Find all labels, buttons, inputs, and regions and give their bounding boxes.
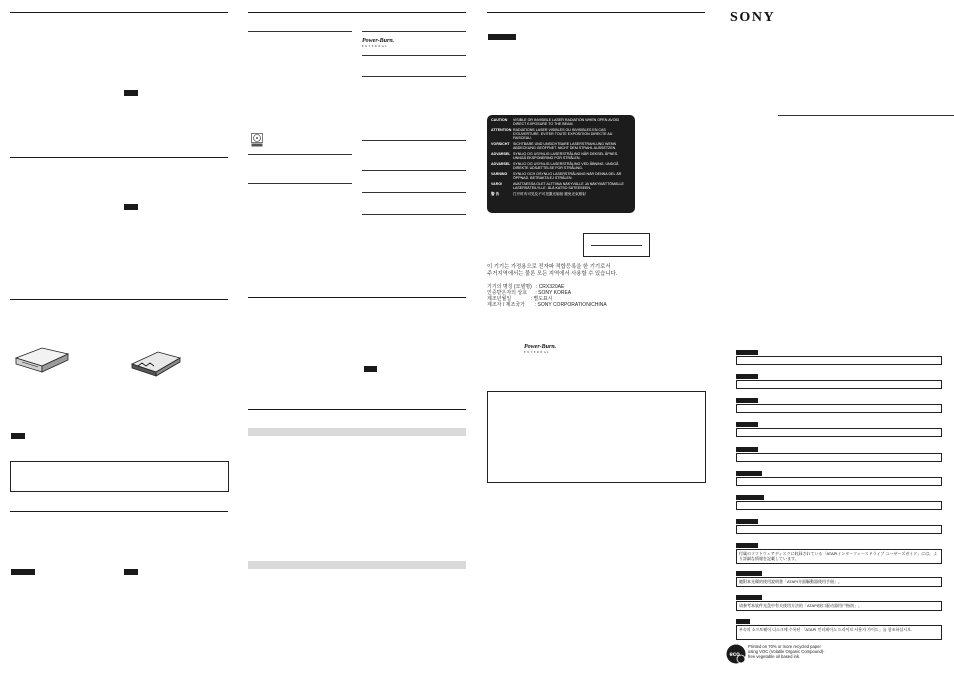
subsection-rule bbox=[362, 192, 466, 193]
svg-text:eco: eco bbox=[729, 652, 740, 658]
product-logo-sub: EXTERNAL bbox=[362, 45, 389, 48]
product-logo-name: Power-Burn. bbox=[524, 344, 557, 350]
language-box bbox=[736, 380, 942, 389]
caution-text: RADIATIONS LASER VISIBLES OU INVISIBLES EN CAS D'OUVERTURE. EVITER TOUTE EXPOSITION DIRECTE AU FAISCEAU. bbox=[513, 128, 613, 141]
note-tag bbox=[364, 366, 377, 372]
language-box bbox=[736, 453, 942, 462]
language-row bbox=[736, 543, 942, 564]
heading-bar bbox=[248, 561, 466, 569]
notice-box bbox=[487, 391, 706, 483]
language-box bbox=[736, 404, 942, 413]
language-box bbox=[736, 525, 942, 534]
caution-word: CAUTION bbox=[491, 118, 508, 122]
language-row bbox=[736, 595, 942, 611]
title-rule bbox=[778, 115, 954, 116]
language-row bbox=[736, 519, 942, 534]
section-rule bbox=[248, 12, 466, 13]
subsection-rule bbox=[362, 76, 466, 77]
caution-row bbox=[491, 128, 631, 141]
drive-illustration bbox=[12, 340, 72, 376]
eco-note-line: using VOC (Volatile Organic Compound)- bbox=[748, 649, 825, 654]
eco-note-line: free vegetable oil based ink. bbox=[748, 654, 801, 659]
drive-side-illustration bbox=[128, 344, 184, 378]
korean-spec-line: 제조자 / 제조국가 : SONY CORPORATION/CHINA bbox=[487, 302, 607, 308]
sony-logo: SONY bbox=[730, 10, 776, 25]
subsection-rule bbox=[362, 140, 466, 141]
language-tag bbox=[736, 374, 758, 379]
language-row bbox=[736, 422, 942, 437]
subsection-rule bbox=[248, 183, 352, 184]
language-box: 付属のソフトウェアディスクに収録されている「ATAPIインターフェースドライブ ユーザーズガイド」には、より詳細な情報を記載しています。 bbox=[736, 549, 942, 564]
caution-word: 警 告 bbox=[491, 192, 500, 197]
language-box bbox=[736, 477, 942, 486]
language-row bbox=[736, 495, 942, 510]
subsection-rule bbox=[362, 170, 466, 171]
language-row bbox=[736, 447, 942, 462]
caution-text: SICHTBARE UND UNSICHTBARE LASERSTRAHLUNG WENN ABDECKUNG GEÖFFNET. NICHT DEM STRAHL AUSSETZEN. bbox=[513, 142, 617, 151]
section-rule bbox=[10, 157, 228, 158]
caution-word: ADVARSEL bbox=[491, 152, 511, 157]
section-rule bbox=[10, 511, 228, 512]
language-tag bbox=[736, 595, 762, 600]
language-row bbox=[736, 571, 942, 587]
caution-row bbox=[491, 192, 631, 196]
language-tag bbox=[736, 422, 758, 427]
subsection-rule bbox=[362, 31, 466, 32]
heading-bar bbox=[248, 428, 466, 436]
label-rule bbox=[591, 245, 642, 246]
section-rule bbox=[10, 12, 228, 13]
caution-text: SYNLIG OCH OSYNLIG LASERSTRÅLNING NÄR DENNA DEL ÄR ÖPPNAD. BETRAKTA EJ STRÅLEN. bbox=[513, 172, 622, 181]
compact-disc-icon bbox=[251, 133, 263, 147]
note-tag bbox=[124, 204, 138, 210]
section-rule bbox=[248, 409, 466, 410]
caution-word: VARNING bbox=[491, 172, 508, 177]
korean-spec-line: 제조년월일 : 별도표시 bbox=[487, 296, 553, 302]
language-tag bbox=[736, 495, 764, 500]
language-row bbox=[736, 471, 942, 486]
caution-text: AVATTAESSA OLET ALTTIINA NÄKYVÄLLE JA NÄKYMÄTTÖMÄLLE LASERSÄTEILYLLE. ÄLÄ KATSO SÄTEESEEN. bbox=[513, 182, 624, 191]
note-tag bbox=[124, 569, 138, 575]
note-tag bbox=[11, 569, 35, 575]
eco-recycle-icon bbox=[726, 644, 746, 664]
caution-word: VORSICHT bbox=[491, 142, 510, 147]
product-logo-name: Power-Burn. bbox=[362, 38, 395, 44]
language-tag bbox=[736, 447, 758, 452]
caution-word: VARO! bbox=[491, 182, 503, 187]
language-tag bbox=[736, 350, 758, 355]
caution-word: ATTENTION bbox=[491, 128, 512, 132]
language-row bbox=[736, 619, 942, 640]
language-row bbox=[736, 374, 942, 389]
caution-row bbox=[491, 172, 631, 180]
subsection-rule bbox=[362, 214, 466, 215]
language-box bbox=[736, 501, 942, 510]
subsection-rule bbox=[248, 154, 352, 155]
language-tag bbox=[736, 471, 762, 476]
section-rule bbox=[10, 299, 228, 300]
caution-row bbox=[491, 162, 631, 170]
korean-notice-line: 주거지역에서는 물론 모든 지역에서 사용할 수 있습니다. bbox=[487, 271, 618, 277]
korean-spec-line: 인증받은자의 상호 : SONY KOREA bbox=[487, 290, 572, 296]
caution-text: SYNLIG OG USYNLIG LASERSTRÅLING NÅR DEKSEL ÅPNES. UNNGÅ EKSPONERING FOR STRÅLEN. bbox=[513, 152, 619, 161]
subsection-rule bbox=[362, 55, 466, 56]
caution-text: SYNLIG OG USYNLIG LASERSTRÅLING VED ÅBNING. UNDGÅ DIREKTE UDSÆTTELSE FOR STRÅLING. bbox=[513, 162, 619, 171]
language-box bbox=[736, 356, 942, 365]
language-tag bbox=[736, 543, 758, 548]
language-row bbox=[736, 350, 942, 365]
language-row bbox=[736, 398, 942, 413]
subsection-rule bbox=[248, 31, 352, 32]
class1-label-box bbox=[583, 233, 650, 257]
caution-row bbox=[491, 152, 631, 160]
language-box: 隨附本光碟的使用說明書「ATAPI介面驅動器使用手冊」。 bbox=[736, 577, 942, 587]
laser-caution-label bbox=[487, 115, 635, 213]
caution-row bbox=[491, 142, 631, 150]
section-rule bbox=[248, 297, 466, 298]
language-box bbox=[736, 428, 942, 437]
note-tag bbox=[488, 34, 516, 40]
language-tag bbox=[736, 619, 750, 624]
language-box: 请参考本软件光盘中有关使用方法的「ATAPI接口驱动器用户指南」。 bbox=[736, 601, 942, 611]
caution-text: VISIBLE OR INVISIBLE LASER RADIATION WHEN OPEN AVOID DIRECT EXPOSURE TO THE BEAM. bbox=[513, 118, 620, 127]
power-burn-logo bbox=[362, 38, 394, 50]
power-burn-logo bbox=[524, 344, 556, 356]
language-box: 부속의 소프트웨어 디스크에 수록된 「ATAPI 인터페이스 드라이브 사용자 가이드」를 참조하십시오. bbox=[736, 625, 942, 640]
korean-spec-line: 기기의 명칭 (모델명) : CRX320AE bbox=[487, 284, 565, 290]
caution-word: ADVARSEL bbox=[491, 162, 511, 167]
language-tag bbox=[736, 571, 762, 576]
language-tag bbox=[736, 398, 758, 403]
section-rule bbox=[487, 12, 705, 13]
korean-notice-line: 이 기기는 가정용으로 전자파 적합등록을 한 기기로서 bbox=[487, 264, 611, 270]
caution-row bbox=[491, 118, 631, 126]
caution-text: 打开时有可见及不可见激光辐射 避免光束照射 bbox=[513, 192, 586, 197]
note-tag bbox=[124, 90, 138, 96]
product-logo-sub: EXTERNAL bbox=[524, 351, 551, 354]
notice-box bbox=[10, 461, 229, 492]
eco-note-line: Printed on 70% or more recycled paper bbox=[748, 644, 821, 649]
language-tag bbox=[736, 519, 758, 524]
caution-row bbox=[491, 182, 631, 190]
note-tag bbox=[11, 433, 25, 439]
eco-note bbox=[748, 644, 825, 659]
